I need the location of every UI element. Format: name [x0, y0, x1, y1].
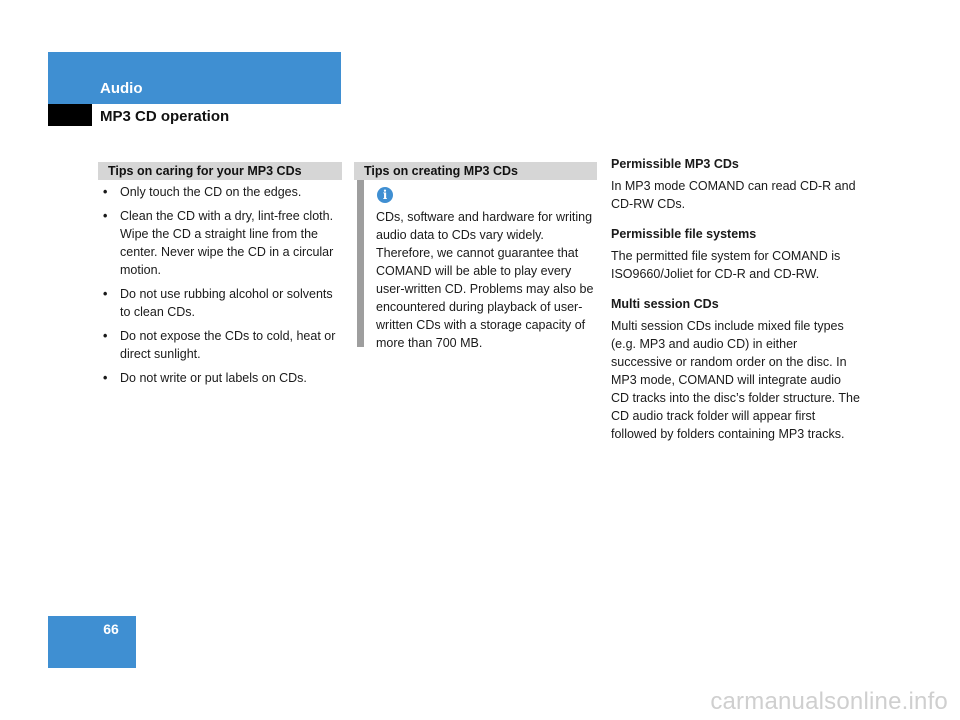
list-item — [100, 207, 342, 279]
info-icon: i — [377, 187, 393, 203]
note-sidebar — [357, 180, 364, 347]
list-item-text: Do not expose the CDs to cold, heat or direct sunlight. — [120, 329, 336, 361]
list-item-text: Only touch the CD on the edges. — [120, 185, 302, 199]
bullet-icon: • — [103, 287, 108, 301]
section-title: MP3 CD operation — [100, 108, 230, 125]
bullet-icon: • — [103, 209, 108, 223]
file-systems-heading: Permissible file systems — [611, 227, 757, 241]
permissible-cds-text: In MP3 mode COMAND can read CD-R and CD-RW CDs. — [611, 179, 856, 211]
list-item — [100, 369, 342, 387]
right-column — [611, 155, 861, 455]
list-item-text: Do not use rubbing alcohol or solvents to clean CDs. — [120, 287, 333, 319]
creating-tips-heading: Tips on creating MP3 CDs — [354, 162, 597, 180]
list-item-text: Clean the CD with a dry, lint-free cloth. Wipe the CD a straight line from the center. Never wipe the CD in a circular motion. — [120, 209, 334, 277]
list-item — [100, 285, 342, 321]
care-tips-list — [100, 183, 342, 393]
list-item — [100, 183, 342, 201]
info-note-text: CDs, software and hardware for writing audio data to CDs vary widely. Therefore, we cannot guarantee that COMAND will be able to play every user-written CD. Problems may also be encountered during playback of user-written CDs with a storage capacity of more than 700 MB. — [376, 210, 594, 350]
bullet-icon: • — [103, 371, 108, 385]
permissible-cds-heading: Permissible MP3 CDs — [611, 157, 739, 171]
file-systems-text: The permitted file system for COMAND is ISO9660/Joliet for CD-R and CD-RW. — [611, 249, 841, 281]
chapter-title: Audio — [100, 80, 143, 97]
page-number: 66 — [103, 621, 119, 637]
header-band — [48, 52, 341, 104]
header-marker — [48, 104, 92, 126]
multi-session-heading: Multi session CDs — [611, 297, 719, 311]
multi-session-text: Multi session CDs include mixed file types (e.g. MP3 and audio CD) in either successive or random order on the disc. In MP3 mode, COMAND will integrate audio CD tracks into the disc’s folder structure. The CD audio track folder will appear first followed by folders containing MP3 tracks. — [611, 319, 860, 441]
list-item — [100, 327, 342, 363]
care-tips-heading: Tips on caring for your MP3 CDs — [98, 162, 342, 180]
bullet-icon: • — [103, 185, 108, 199]
list-item-text: Do not write or put labels on CDs. — [120, 371, 307, 385]
watermark: carmanualsonline.info — [710, 688, 948, 715]
bullet-icon: • — [103, 329, 108, 343]
